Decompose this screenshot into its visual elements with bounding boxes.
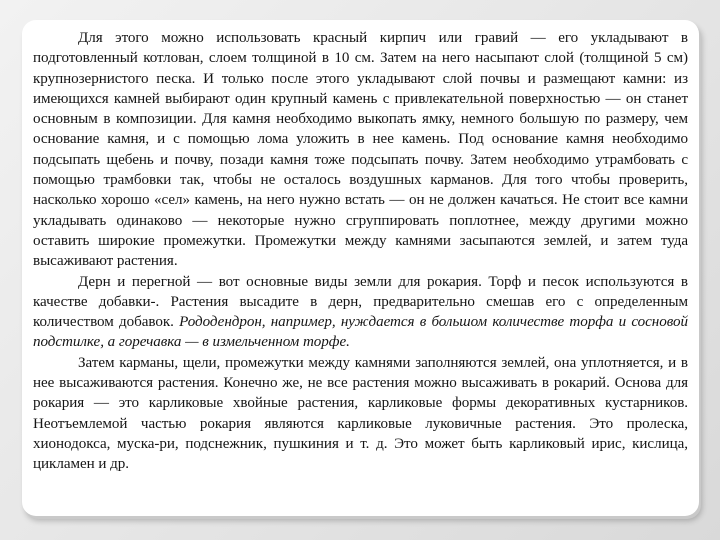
document-page	[22, 20, 699, 516]
paragraph-soil-italic: Рододендрон, например, нуждается в большом количестве торфа и сосновой подстилке, а горечавка — в измельченном торфе.	[33, 314, 688, 351]
paragraph-soil-text: Дерн и перегной — вот основные виды земли для рокария. Торф и песок используются в качестве добавки-. Растения высадите в дерн, предварительно смешав его с определенным количеством добавок.	[33, 273, 688, 331]
paragraph-stones: Для этого можно использовать красный кирпич или гравий — его укладывают в подготовленный котлован, слоем толщиной в 10 см. Затем на него насыпают слой (толщиной 5 см) крупнозернистого песка. И только после этого укладывают слой почвы и размещают камни: из имеющихся камней выбирают один крупный камень с привлекательной поверхностью — он станет основным в композиции. Для камня необходимо выкопать ямку, немного большую по размеру, чем основание камня, и с помощью лома уложить в нее камень. Под основание камня необходимо подсыпать щебень и почву, позади камня тоже подсыпать почву. Затем необходимо утрамбовать с помощью трамбовки так, чтобы не осталось воздушных карманов. Для того чтобы проверить, насколько хорошо «сел» камень, на него нужно встать — он не должен качаться. Не стоит все камни укладывать одинаково — некоторые нужно сгруппировать поплотнее, между другими можно оставить широкие промежутки. Промежутки между камнями засыпаются землей, и затем туда высаживают растения.	[33, 30, 688, 270]
paragraph-plants: Затем карманы, щели, промежутки между камнями заполняются землей, она уплотняется, и в нее высаживаются растения. Конечно же, не все растения можно высаживать в рокарий. Основа для рокария — это карликовые хвойные растения, карликовые формы декоративных кустарников. Неотъемлемой частью рокария являются карликовые луковичные растения. Это пролеска, хионодокса, муска-ри, подснежник, пушкиния и т. д. Это может быть карликовый ирис, кислица, цикламен и др.	[33, 354, 688, 473]
paragraph-soil	[33, 272, 688, 353]
